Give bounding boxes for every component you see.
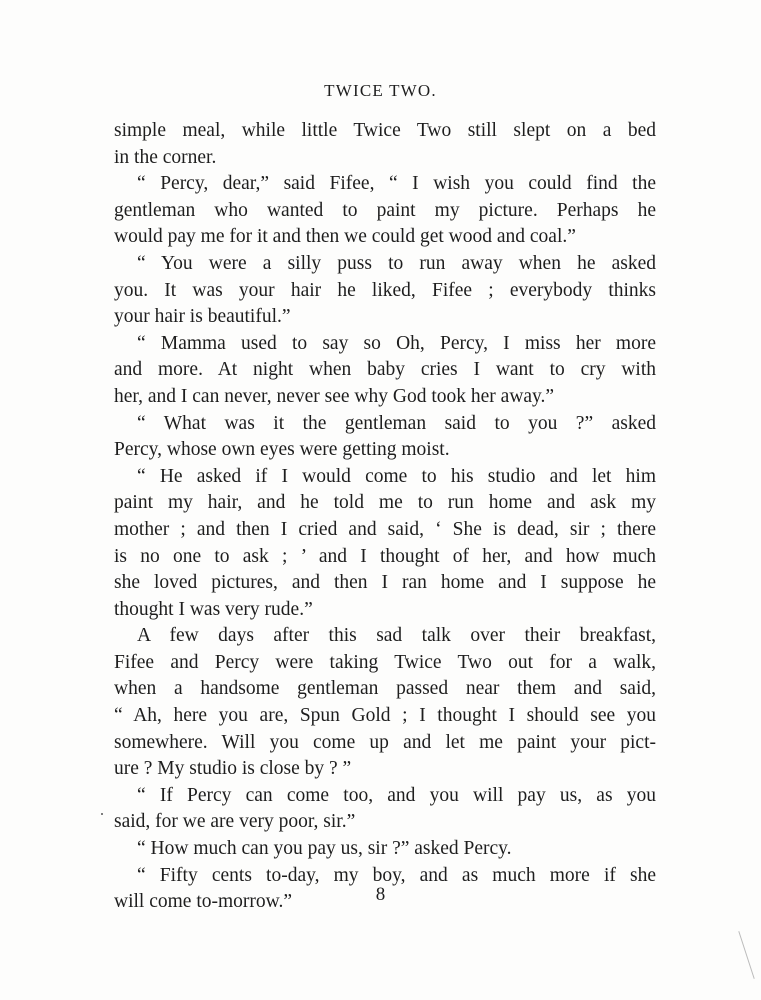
page-edge-mark <box>738 931 754 979</box>
text-line: A few days after this sad talk over their breakfast, <box>137 625 656 647</box>
text-line: “ How much can you pay us, sir ?” asked Percy. <box>137 838 512 860</box>
text-line: gentleman who wanted to paint my picture. Perhaps he <box>114 199 656 221</box>
paper-speck <box>101 813 103 815</box>
text-line: would pay me for it and then we could get wood and coal.” <box>114 226 576 248</box>
text-line: “ You were a silly puss to run away when he asked <box>137 252 656 274</box>
text-line: will come to-morrow.” <box>114 891 292 913</box>
text-line: you. It was your hair he liked, Fifee ; everybody thinks <box>114 279 656 301</box>
text-line: mother ; and then I cried and said, ‘ She is dead, sir ; there <box>114 518 656 540</box>
text-line: “ What was it the gentleman said to you ?” asked <box>137 412 656 434</box>
text-line: Fifee and Percy were taking Twice Two out for a walk, <box>114 651 656 673</box>
text-line: her, and I can never, never see why God took her away.” <box>114 385 555 407</box>
text-line: “ If Percy can come too, and you will pay us, as you <box>137 784 656 806</box>
text-line: paint my hair, and he told me to run home and ask my <box>114 492 656 514</box>
text-line: “ He asked if I would come to his studio and let him <box>137 465 656 487</box>
text-line: and more. At night when baby cries I want to cry with <box>114 359 656 381</box>
text-line: ure ? My studio is close by ? ” <box>114 758 352 780</box>
text-line: she loved pictures, and then I ran home and I suppose he <box>114 572 656 594</box>
text-line: your hair is beautiful.” <box>114 306 291 328</box>
text-line: said, for we are very poor, sir.” <box>114 811 356 833</box>
running-head: TWICE TWO. <box>324 81 437 100</box>
page-number: 8 <box>375 884 386 905</box>
text-line: when a handsome gentleman passed near them and said, <box>114 678 656 700</box>
body-text <box>114 118 656 916</box>
text-line: thought I was very rude.” <box>114 598 313 620</box>
text-line: Percy, whose own eyes were getting moist. <box>114 439 450 461</box>
text-line: “ Ah, here you are, Spun Gold ; I thought I should see you <box>114 705 656 727</box>
text-line: somewhere. Will you come up and let me paint your pict- <box>114 731 656 753</box>
text-line: “ Mamma used to say so Oh, Percy, I miss her more <box>137 332 656 354</box>
text-line: “ Fifty cents to-day, my boy, and as much more if she <box>137 864 656 886</box>
text-line: is no one to ask ; ’ and I thought of her, and how much <box>114 545 656 567</box>
text-line: in the corner. <box>114 146 217 168</box>
text-line: “ Percy, dear,” said Fifee, “ I wish you could find the <box>137 173 656 195</box>
text-line: simple meal, while little Twice Two still slept on a bed <box>114 120 656 141</box>
